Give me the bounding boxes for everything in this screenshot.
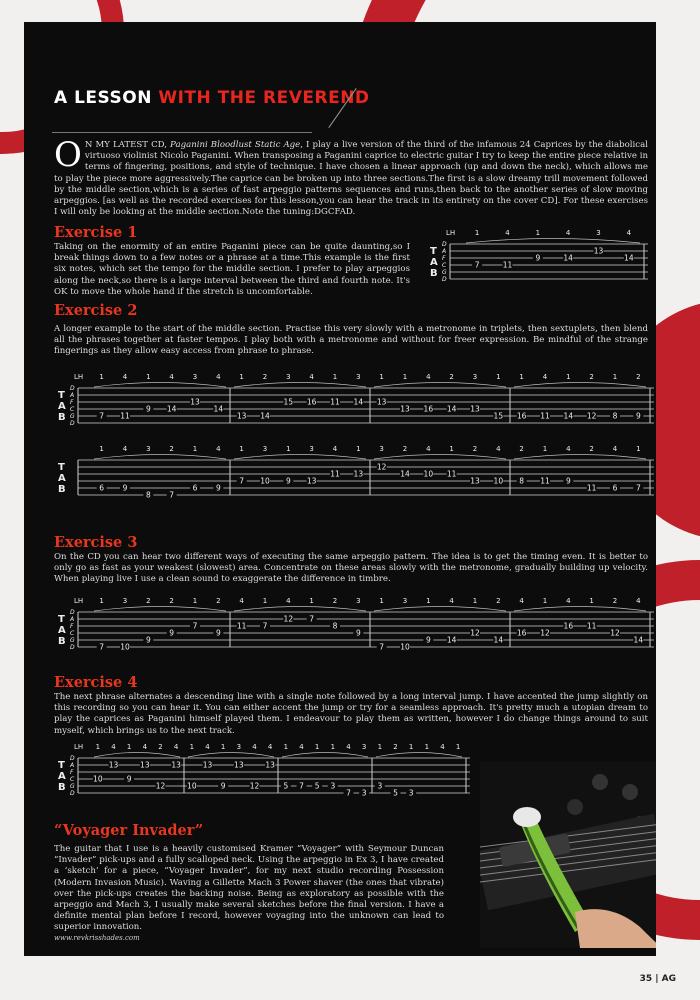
tab-fret-number: 3 xyxy=(330,781,336,791)
tab-fret-number: 7 xyxy=(99,411,105,421)
tab-slur xyxy=(282,753,368,758)
tab-fingering-number: 1 xyxy=(424,743,430,751)
tab-slur xyxy=(94,607,226,612)
tab-fingering-number: 4 xyxy=(519,597,524,605)
tab-fingering-number: 4 xyxy=(426,445,431,453)
tab-fret-number: 11 xyxy=(120,411,130,421)
tab-fingering-number: 1 xyxy=(330,743,336,751)
tab-slur xyxy=(234,607,366,612)
tab-fret-number: 14 xyxy=(166,404,177,414)
tab-fret-number: 12 xyxy=(610,628,620,638)
tab-fret-number: 13 xyxy=(376,397,387,407)
ex4-body: The next phrase alternates a descending line with a single note followed by a long interval jump. I have accented the jump slightly on this recording so you can hear it. You can either accent the jump or try for a seamless approach. It's pretty much a utopian dream to play the caprices as Paganini himself played them. I endeavour to play them as written, however I do change things around to suit myself, which brings us to the next track. xyxy=(54,692,648,736)
ex4-tablature xyxy=(52,740,472,801)
tab-fingering-number: 1 xyxy=(146,373,151,381)
tab-fret-number: 6 xyxy=(192,483,198,493)
tab-fingering-number: 4 xyxy=(612,445,618,453)
tab-clef-letter: T xyxy=(58,614,65,625)
tab-clef-letter: T xyxy=(430,246,437,257)
tab-fingering-number: 3 xyxy=(146,445,151,453)
tab-string-name: G xyxy=(70,783,75,790)
tab-fingering-number: 4 xyxy=(111,743,116,751)
tab-string-name: D xyxy=(70,755,75,762)
tab-fret-number: 8 xyxy=(332,621,338,631)
tab-string-name: D xyxy=(442,241,447,248)
tab-slur xyxy=(376,753,462,758)
tab-string-name: F xyxy=(70,769,74,776)
ex2-tablature-row2 xyxy=(52,442,656,503)
tab-fret-number: 5 xyxy=(314,781,320,791)
tab-fingering-number: 1 xyxy=(474,229,480,237)
tab-fingering-number: 1 xyxy=(356,445,361,453)
ex1-tablature xyxy=(424,226,650,287)
tab-clef-letter: B xyxy=(58,636,66,647)
tab-fingering-number: 1 xyxy=(99,597,104,605)
tab-fret-number: 7 xyxy=(635,483,641,493)
ex2-tablature-row1 xyxy=(52,370,656,431)
tab-fingering-number: 3 xyxy=(262,445,268,453)
tab-fingering-number: 1 xyxy=(542,445,548,453)
tab-fingering-number: 4 xyxy=(332,445,338,453)
tab-string-name: F xyxy=(442,255,446,262)
tab-string-name: A xyxy=(70,616,75,623)
tab-fingering-number: 1 xyxy=(612,373,618,381)
tab-fingering-number: 2 xyxy=(262,373,268,381)
tab-fret-number: 6 xyxy=(612,483,618,493)
tab-fret-number: 14 xyxy=(633,635,644,645)
tab-string-name: D xyxy=(442,276,447,283)
tab-fingering-number: 4 xyxy=(505,229,510,237)
tab-fingering-number: 4 xyxy=(122,445,128,453)
tab-fret-number: 12 xyxy=(540,628,550,638)
tab-slur xyxy=(514,607,646,612)
tab-fret-number: 16 xyxy=(516,628,527,638)
tab-fingering-number: 4 xyxy=(542,373,548,381)
tab-fret-number: 11 xyxy=(236,621,247,631)
drop-cap: O xyxy=(54,135,82,175)
tab-fingering-number: 3 xyxy=(356,597,361,605)
tab-fret-number: 8 xyxy=(145,490,151,500)
tab-fingering-number: 3 xyxy=(356,373,361,381)
ex4-heading: Exercise 4 xyxy=(54,674,138,691)
tab-slur xyxy=(374,455,506,460)
tab-fingering-number: 1 xyxy=(636,445,641,453)
tab-string-name: D xyxy=(70,609,75,616)
tab-slur xyxy=(94,753,180,758)
tab-fingering-number: 4 xyxy=(309,373,314,381)
tab-fingering-number: 1 xyxy=(192,445,198,453)
tab-fret-number: 9 xyxy=(425,635,431,645)
tab-fingering-number: 2 xyxy=(216,597,221,605)
ex2-body: A longer example to the start of the middle section. Practise this very slowly with a metronome in triplets, then sextuplets, then blend all the phrases together at faster tempos. I play both with a metronome and without for freer expression. Be mindful of the strange fingerings as they allow easy access from phrase to phrase. xyxy=(54,324,648,357)
tab-fingering-number: 2 xyxy=(636,373,641,381)
tab-staff xyxy=(52,370,656,431)
tab-string-name: A xyxy=(70,392,75,399)
tab-fingering-number: 1 xyxy=(309,597,314,605)
tab-staff xyxy=(52,740,472,801)
tab-fingering-number: 1 xyxy=(314,743,320,751)
tab-fingering-number: 1 xyxy=(408,743,414,751)
tab-fingering-number: 1 xyxy=(542,597,548,605)
tab-fingering-number: 1 xyxy=(192,597,198,605)
tab-fret-number: 13 xyxy=(593,246,604,256)
tab-fret-number: 11 xyxy=(586,621,597,631)
tab-fret-number: 9 xyxy=(215,483,221,493)
tab-fingering-number: 1 xyxy=(332,373,338,381)
tab-fret-number: 11 xyxy=(446,469,457,479)
tab-fingering-number: 2 xyxy=(393,743,398,751)
tab-fingering-number: 3 xyxy=(236,743,242,751)
tab-fingering-number: 4 xyxy=(496,445,501,453)
tab-fingering-number: 1 xyxy=(379,373,384,381)
tab-fret-number: 9 xyxy=(126,774,132,784)
tab-fingering-number: 2 xyxy=(589,373,594,381)
tab-fret-number: 10 xyxy=(93,774,103,784)
tab-fret-number: 13 xyxy=(353,469,364,479)
tab-fingering-number: 3 xyxy=(122,597,128,605)
tab-fingering-number: 2 xyxy=(589,445,594,453)
tab-string-name: A xyxy=(442,248,447,255)
tab-fingering-number: 4 xyxy=(565,229,571,237)
tab-clef-letter: A xyxy=(58,401,66,412)
tab-fret-number: 13 xyxy=(202,760,213,770)
tab-clef-letter: B xyxy=(58,782,66,793)
tab-fret-number: 14 xyxy=(624,253,634,263)
tab-fret-number: 7 xyxy=(239,476,245,486)
tab-fingering-number: 1 xyxy=(95,743,101,751)
album-title: Paganini Bloodlust Static Age xyxy=(170,140,301,150)
tab-fret-number: 3 xyxy=(377,781,383,791)
tab-staff xyxy=(52,442,656,503)
tab-fingering-number: 3 xyxy=(472,373,478,381)
tab-fret-number: 10 xyxy=(400,642,410,652)
footer-url: www.revkrisshades.com xyxy=(54,934,140,942)
tab-fret-number: 11 xyxy=(330,469,340,479)
tab-fingering-number: 4 xyxy=(566,597,571,605)
tab-clef-letter: T xyxy=(58,390,65,401)
tab-fingering-number: 1 xyxy=(239,445,244,453)
tab-fret-number: 11 xyxy=(540,476,550,486)
tab-fingering-number: 4 xyxy=(239,597,244,605)
tab-fingering-number: 3 xyxy=(596,229,601,237)
tab-fret-number: 9 xyxy=(355,628,361,638)
tab-clef-letter: A xyxy=(430,257,438,268)
tab-fret-number: 12 xyxy=(376,462,387,472)
tab-slur xyxy=(374,607,506,612)
tab-slur xyxy=(466,239,640,244)
tab-fingering-number: 3 xyxy=(361,743,367,751)
tab-lh-label: LH xyxy=(446,229,456,237)
tab-slur xyxy=(374,383,506,388)
tab-fret-number: 16 xyxy=(516,411,527,421)
tab-slur xyxy=(514,455,646,460)
tab-fret-number: 11 xyxy=(586,483,597,493)
tab-fret-number: 7 xyxy=(346,788,351,798)
tab-clef-letter: B xyxy=(430,268,438,279)
tab-fingering-number: 4 xyxy=(449,597,454,605)
tab-fret-number: 14 xyxy=(213,404,224,414)
tab-fingering-number: 4 xyxy=(636,597,641,605)
tab-fret-number: 12 xyxy=(586,411,597,421)
page-title xyxy=(54,88,370,108)
title-rule xyxy=(52,132,312,133)
tab-fret-number: 7 xyxy=(299,781,304,791)
tab-fret-number: 3 xyxy=(408,788,414,798)
tab-fret-number: 13 xyxy=(234,760,244,770)
tab-fret-number: 16 xyxy=(423,404,434,414)
tab-fret-number: 13 xyxy=(140,760,150,770)
tab-fret-number: 7 xyxy=(262,621,268,631)
tab-fret-number: 10 xyxy=(493,476,504,486)
tab-fingering-number: 1 xyxy=(472,597,478,605)
tab-fret-number: 12 xyxy=(155,781,166,791)
tab-clef-letter: A xyxy=(58,625,66,636)
tab-fret-number: 16 xyxy=(306,397,317,407)
tab-fingering-number: 2 xyxy=(158,743,163,751)
tab-fingering-number: 4 xyxy=(267,743,273,751)
tab-slur xyxy=(94,455,226,460)
tab-fret-number: 9 xyxy=(145,404,151,414)
tab-fret-number: 13 xyxy=(265,760,275,770)
tab-fret-number: 13 xyxy=(400,404,410,414)
tab-fingering-number: 1 xyxy=(566,373,571,381)
tab-fingering-number: 2 xyxy=(612,597,618,605)
tab-staff xyxy=(424,226,650,287)
intro-text-a: N MY LATEST CD, xyxy=(84,140,171,150)
tab-fingering-number: 4 xyxy=(426,373,431,381)
tab-fret-number: 12 xyxy=(283,614,294,624)
tab-slur xyxy=(234,455,366,460)
voyager-body: The guitar that I use is a heavily customised Kramer “Voyager” with Seymour Duncan “Invader” pick-ups and a fully scalloped neck. Using the arpeggio in Ex 3, I have created a ‘sketch’ for a piece, “Voyager Invader”, for my next studio recording Possession (Modern Invasion Music). Waving a Gillette Mach 3 Power shaver (the ones that vibrate) over the pick-ups creates the backing noise. Being as exploratory as possible with the arpeggio and Mach 3, I usually make several sketches before the final version. I have a definite mental plan before I record, however voyaging into the unknown can lead to superior innovation. xyxy=(54,844,444,933)
tab-string-name: D xyxy=(70,420,75,427)
tab-fret-number: 14 xyxy=(446,404,457,414)
title-white: A LESSON xyxy=(54,88,152,108)
tab-fret-number: 9 xyxy=(169,628,175,638)
tab-string-name: C xyxy=(70,406,75,413)
tab-fingering-number: 1 xyxy=(535,229,541,237)
tab-fingering-number: 1 xyxy=(589,597,594,605)
tab-fret-number: 15 xyxy=(493,411,504,421)
tab-fret-number: 12 xyxy=(249,781,260,791)
guitar-with-shaver-image xyxy=(480,762,656,948)
tab-fingering-number: 2 xyxy=(472,445,478,453)
tab-fret-number: 10 xyxy=(423,469,434,479)
page-number: 35 | AG xyxy=(639,974,676,984)
tab-fingering-number: 3 xyxy=(379,445,384,453)
tab-slur xyxy=(234,383,366,388)
tab-fingering-number: 4 xyxy=(252,743,257,751)
tab-fret-number: 9 xyxy=(145,635,151,645)
tab-fret-number: 9 xyxy=(285,476,291,486)
tab-fret-number: 15 xyxy=(283,397,294,407)
tab-fret-number: 13 xyxy=(236,411,247,421)
tab-fingering-number: 1 xyxy=(286,445,291,453)
tab-fingering-number: 1 xyxy=(220,743,226,751)
tab-fingering-number: 4 xyxy=(346,743,351,751)
intro-text-b: , I play a live version of the third of the infamous 24 Caprices by the diabolical virtuoso violinist Nicolo Paganini. When transposing a Paganini caprice to electric guitar I try to keep the entire piece relative in terms of fingering, positions, and style of technique. I have chosen a linear approach (up and down the neck), which allows me to play the piece more aggressively.The caprice can be broken up into three sections.The first is a slow dreamy trill movement followed by the middle section,which is a series of fast arpeggio patterns sequences and runs,then back to the another series of slow moving arpeggios. [as well as the recorded exercises for this lesson,you can hear the track in its entirety on the cover CD]. For these exercises I will only be looking at the middle section.Note the tuning:DGCFAD. xyxy=(54,140,648,218)
tab-fingering-number: 1 xyxy=(519,373,524,381)
tab-fret-number: 14 xyxy=(400,469,410,479)
tab-fingering-number: 2 xyxy=(449,373,454,381)
title-red: WITH THE REVEREND xyxy=(158,88,370,108)
tab-fret-number: 14 xyxy=(493,635,504,645)
tab-fret-number: 12 xyxy=(470,628,480,638)
tab-fingering-number: 4 xyxy=(142,743,148,751)
tab-fingering-number: 1 xyxy=(189,743,195,751)
tab-fret-number: 14 xyxy=(563,253,573,263)
tab-fret-number: 10 xyxy=(120,642,130,652)
tab-fingering-number: 1 xyxy=(239,373,244,381)
tab-fret-number: 14 xyxy=(446,635,457,645)
tab-fret-number: 13 xyxy=(306,476,317,486)
voyager-heading: “Voyager Invader” xyxy=(54,822,204,839)
tab-fingering-number: 2 xyxy=(332,597,338,605)
tab-fingering-number: 2 xyxy=(169,597,174,605)
tab-fingering-number: 4 xyxy=(122,373,128,381)
tab-string-name: F xyxy=(70,399,74,406)
tab-lh-label: LH xyxy=(74,743,84,751)
tab-fret-number: 13 xyxy=(171,760,181,770)
ex1-heading: Exercise 1 xyxy=(54,224,138,241)
tab-clef-letter: A xyxy=(58,771,66,782)
tab-fret-number: 3 xyxy=(361,788,367,798)
tab-fret-number: 7 xyxy=(379,642,385,652)
article-panel xyxy=(24,22,656,956)
tab-lh-label: LH xyxy=(74,597,84,605)
tab-fret-number: 7 xyxy=(169,490,175,500)
tab-fingering-number: 1 xyxy=(126,743,132,751)
tab-fingering-number: 1 xyxy=(99,445,104,453)
tab-fingering-number: 4 xyxy=(216,445,221,453)
tab-fingering-number: 4 xyxy=(205,743,210,751)
tab-fingering-number: 1 xyxy=(455,743,461,751)
tab-fret-number: 14 xyxy=(563,411,574,421)
tab-string-name: D xyxy=(70,790,75,797)
tab-string-name: A xyxy=(70,762,75,769)
guitar-photo xyxy=(480,762,656,948)
tab-lh-label: LH xyxy=(74,373,84,381)
tab-fret-number: 14 xyxy=(260,411,270,421)
tab-fingering-number: 1 xyxy=(377,743,383,751)
tab-fingering-number: 1 xyxy=(283,743,289,751)
tab-fingering-number: 2 xyxy=(496,597,501,605)
tab-fret-number: 7 xyxy=(309,614,315,624)
tab-fingering-number: 3 xyxy=(402,597,408,605)
tab-fingering-number: 4 xyxy=(626,229,632,237)
tab-fret-number: 13 xyxy=(190,397,200,407)
tab-fret-number: 11 xyxy=(502,260,513,270)
tab-fingering-number: 1 xyxy=(496,373,501,381)
ex3-tablature xyxy=(52,594,656,655)
tab-fret-number: 13 xyxy=(108,760,119,770)
tab-clef-letter: T xyxy=(58,760,65,771)
tab-fret-number: 10 xyxy=(187,781,197,791)
tab-fingering-number: 3 xyxy=(192,373,198,381)
tab-string-name: C xyxy=(70,776,75,783)
tab-clef-letter: A xyxy=(58,473,66,484)
tab-fret-number: 10 xyxy=(260,476,270,486)
tab-fingering-number: 1 xyxy=(262,597,268,605)
tab-fingering-number: 4 xyxy=(440,743,445,751)
tab-fret-number: 6 xyxy=(99,483,105,493)
tab-string-name: C xyxy=(70,630,75,637)
tab-fingering-number: 4 xyxy=(173,743,179,751)
tab-fingering-number: 4 xyxy=(216,373,221,381)
tab-fret-number: 9 xyxy=(215,628,221,638)
tab-clef-letter: B xyxy=(58,484,66,495)
tab-fret-number: 11 xyxy=(540,411,550,421)
tab-fret-number: 9 xyxy=(565,476,571,486)
tab-fingering-number: 4 xyxy=(299,743,304,751)
tab-slur xyxy=(188,753,274,758)
ex3-body: On the CD you can hear two different ways of executing the same arpeggio pattern. The idea is to get the timing even. It is better to only go as fast as your weakest (slowest) area. Concentrate on these areas slowly with the metronome, gradually building up velocity. When playing live I use a clean sound to exaggerate the difference in timbre. xyxy=(54,552,648,585)
tab-string-name: D xyxy=(70,385,75,392)
tab-fret-number: 9 xyxy=(122,483,128,493)
tab-fret-number: 9 xyxy=(635,411,641,421)
tab-fingering-number: 3 xyxy=(286,373,291,381)
tab-fret-number: 7 xyxy=(192,621,198,631)
ex3-heading: Exercise 3 xyxy=(54,534,138,551)
tab-fret-number: 11 xyxy=(330,397,340,407)
tab-fingering-number: 1 xyxy=(426,597,431,605)
tab-fret-number: 9 xyxy=(220,781,226,791)
tab-fingering-number: 4 xyxy=(566,445,571,453)
tab-fingering-number: 2 xyxy=(402,445,408,453)
intro-paragraph xyxy=(54,135,648,218)
tab-fret-number: 13 xyxy=(470,404,480,414)
tab-string-name: D xyxy=(70,644,75,651)
tab-fingering-number: 2 xyxy=(146,597,151,605)
tab-fret-number: 14 xyxy=(353,397,364,407)
tab-fret-number: 8 xyxy=(519,476,525,486)
tab-staff xyxy=(52,594,656,655)
tab-string-name: G xyxy=(442,269,447,276)
tab-fret-number: 16 xyxy=(563,621,574,631)
tab-clef-letter: B xyxy=(58,412,66,423)
tab-fingering-number: 2 xyxy=(519,445,524,453)
tab-fingering-number: 1 xyxy=(449,445,454,453)
tab-fret-number: 7 xyxy=(99,642,105,652)
tab-fret-number: 5 xyxy=(283,781,289,791)
tab-slur xyxy=(514,383,646,388)
tab-fingering-number: 1 xyxy=(402,373,408,381)
tab-string-name: F xyxy=(70,623,74,630)
tab-slur xyxy=(94,383,226,388)
tab-fingering-number: 4 xyxy=(286,597,291,605)
tab-fret-number: 7 xyxy=(474,260,480,270)
tab-fingering-number: 2 xyxy=(169,445,174,453)
tab-fingering-number: 1 xyxy=(379,597,384,605)
tab-string-name: G xyxy=(70,637,75,644)
tab-fret-number: 9 xyxy=(535,253,541,263)
tab-string-name: C xyxy=(442,262,447,269)
ex2-heading: Exercise 2 xyxy=(54,302,138,319)
tab-clef-letter: T xyxy=(58,462,65,473)
tab-fingering-number: 1 xyxy=(99,373,104,381)
tab-fret-number: 5 xyxy=(393,788,398,798)
tab-fingering-number: 3 xyxy=(309,445,314,453)
tab-string-name: G xyxy=(70,413,75,420)
ex1-body: Taking on the enormity of an entire Paganini piece can be quite daunting,so I break things down to a few notes or a phrase at a time.This example is the first six notes, which set the tempo for the middle section. I prefer to play arpeggios along the neck,so there is a large interval between the third and fourth note. It's OK to move the whole hand if the stretch is uncomfortable. xyxy=(54,242,410,297)
tab-fret-number: 8 xyxy=(612,411,618,421)
tab-fret-number: 13 xyxy=(470,476,480,486)
tab-fingering-number: 4 xyxy=(169,373,174,381)
